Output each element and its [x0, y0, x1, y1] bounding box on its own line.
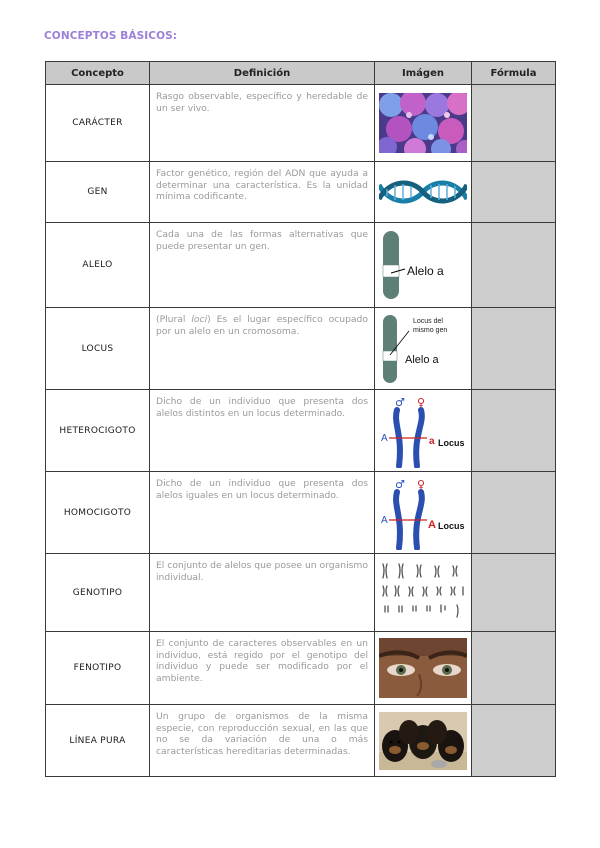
- image-cell: [375, 85, 472, 162]
- formula-cell[interactable]: [472, 85, 556, 162]
- table-row: [46, 554, 556, 632]
- male-symbol: ♂: [395, 477, 405, 491]
- table-row: [46, 705, 556, 777]
- chromosome-pair: [379, 394, 467, 468]
- definition-post: ) Es el lugar específico ocupado por un alelo en un cromosoma.: [156, 314, 368, 337]
- table-row: [46, 162, 556, 223]
- definition-cell: Factor genético, región del ADN que ayuda a determinar una característica. Es la unidad mínima codificante.: [150, 162, 375, 223]
- image-cell: [375, 390, 472, 472]
- image-cell: [375, 705, 472, 777]
- concepts-table: [45, 61, 556, 777]
- locus-label-line2: mismo gen: [413, 326, 448, 334]
- table-row: [46, 472, 556, 554]
- allele-left: A: [381, 432, 388, 444]
- chromosome-allele: [379, 229, 467, 301]
- formula-cell[interactable]: [472, 308, 556, 390]
- puppies-photo: [379, 712, 467, 770]
- allele-label: Alelo a: [405, 353, 439, 366]
- locus-label: Locus: [438, 437, 465, 448]
- definition-cell: El conjunto de caracteres observables en un individuo, está regido por el genotipo del individuo y puede ser modificado por el ambiente.: [150, 632, 375, 705]
- formula-cell[interactable]: [472, 390, 556, 472]
- image-cell: [375, 308, 472, 390]
- karyotype: [379, 560, 467, 626]
- table-row: [46, 308, 556, 390]
- concept-cell: HOMOCIGOTO: [46, 472, 150, 554]
- eyes-photo: [379, 638, 467, 698]
- formula-cell[interactable]: [472, 472, 556, 554]
- image-cell: [375, 554, 472, 632]
- allele-right: A: [428, 518, 436, 531]
- concept-cell: HETEROCIGOTO: [46, 390, 150, 472]
- image-cell: [375, 162, 472, 223]
- table-header-row: [46, 62, 556, 85]
- chromosome-pair: [379, 476, 467, 550]
- definition-italic: loci: [191, 314, 208, 325]
- image-cell: [375, 223, 472, 308]
- definition-pre: (Plural: [156, 314, 192, 325]
- definition-cell: El conjunto de alelos que posee un organismo individual.: [150, 554, 375, 632]
- female-symbol: ♀: [417, 395, 426, 409]
- concept-cell: GEN: [46, 162, 150, 223]
- image-cell: [375, 632, 472, 705]
- header-concepto: Concepto: [46, 62, 150, 85]
- table-row: [46, 223, 556, 308]
- female-symbol: ♀: [417, 477, 426, 491]
- chromosome-locus: [379, 313, 467, 385]
- formula-cell[interactable]: [472, 632, 556, 705]
- concept-cell: ALELO: [46, 223, 150, 308]
- header-imagen: Imágen: [375, 62, 472, 85]
- dna-helix: [379, 177, 467, 207]
- concept-cell: LOCUS: [46, 308, 150, 390]
- header-definicion: Definición: [150, 62, 375, 85]
- definition-cell: Cada una de las formas alternativas que puede presentar un gen.: [150, 223, 375, 308]
- definition-cell: [150, 308, 375, 390]
- formula-cell[interactable]: [472, 162, 556, 223]
- locus-label-line1: Locus del: [413, 317, 443, 325]
- hydrangea-flowers-photo: [379, 93, 467, 153]
- image-cell: [375, 472, 472, 554]
- header-formula: Fórmula: [472, 62, 556, 85]
- table-row: [46, 85, 556, 162]
- definition-cell: Dicho de un individuo que presenta dos alelos distintos en un locus determinado.: [150, 390, 375, 472]
- table-row: [46, 390, 556, 472]
- table-row: [46, 632, 556, 705]
- concept-cell: FENOTIPO: [46, 632, 150, 705]
- allele-label: Alelo a: [407, 264, 444, 278]
- definition-cell: Dicho de un individuo que presenta dos alelos iguales en un locus determinado.: [150, 472, 375, 554]
- concept-cell: GENOTIPO: [46, 554, 150, 632]
- male-symbol: ♂: [395, 395, 405, 409]
- formula-cell[interactable]: [472, 705, 556, 777]
- formula-cell[interactable]: [472, 223, 556, 308]
- formula-cell[interactable]: [472, 554, 556, 632]
- concept-cell: CARÁCTER: [46, 85, 150, 162]
- definition-cell: Rasgo observable, específico y heredable de un ser vivo.: [150, 85, 375, 162]
- allele-left: A: [381, 514, 388, 526]
- concept-cell: LÍNEA PURA: [46, 705, 150, 777]
- definition-cell: Un grupo de organismos de la misma especie, con reproducción sexual, en las que no se da variación de una o más características hereditarias determinadas.: [150, 705, 375, 777]
- page-heading: CONCEPTOS BÁSICOS:: [44, 30, 178, 42]
- allele-right: a: [429, 435, 435, 447]
- locus-label: Locus: [438, 520, 465, 531]
